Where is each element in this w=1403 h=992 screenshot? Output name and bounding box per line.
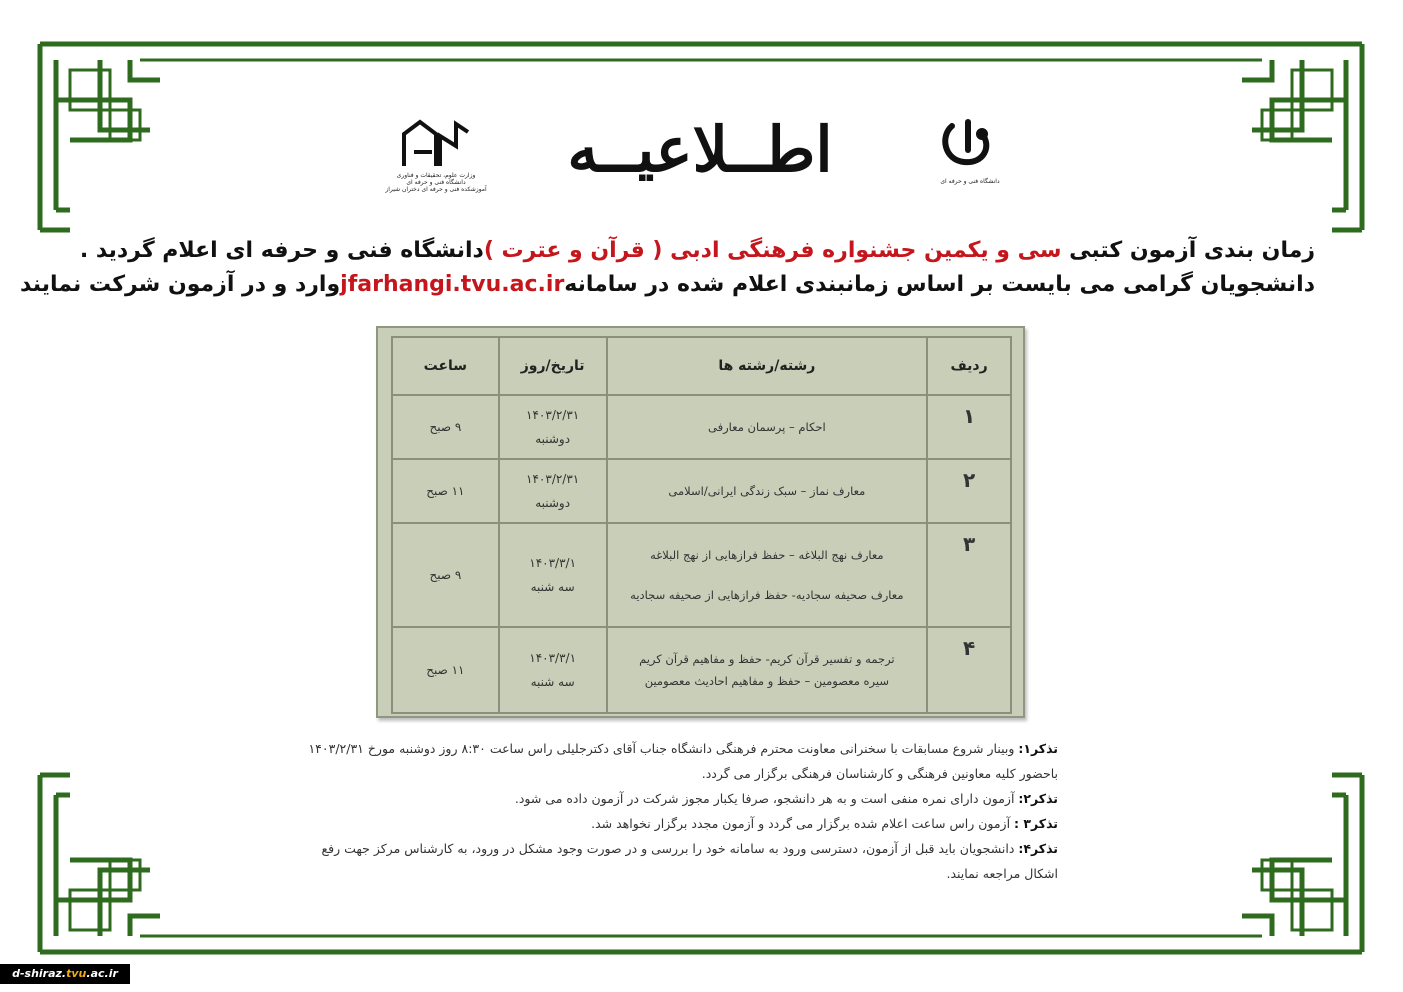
note-label: تذکر۱: — [1018, 741, 1058, 756]
logo-caption-line: وزارت علوم، تحقیقات و فناوری — [396, 172, 476, 179]
table-header-row — [392, 337, 1011, 395]
subject-line: احکام – پرسمان معارفی — [708, 420, 826, 434]
row-time: ۹ صبح — [392, 523, 499, 627]
header-date: تاریخ/روز — [499, 337, 607, 395]
row-subject — [607, 459, 928, 523]
note-item — [300, 736, 1058, 786]
table-row — [392, 523, 1011, 627]
system-link[interactable]: jfarhangi.tvu.ac.ir — [340, 272, 565, 297]
notes-section — [300, 736, 1058, 886]
row-date — [499, 627, 607, 713]
subject-line: سیره معصومین – حفظ و مفاهیم احادیث معصومین — [644, 674, 890, 688]
row-number: ۲ — [927, 459, 1011, 523]
row-date — [499, 459, 607, 523]
day-value: دوشنبه — [535, 496, 571, 510]
schedule-table-panel — [376, 326, 1025, 718]
headline-text: وارد و در آزمون شرکت نمایند — [20, 272, 341, 297]
page-title: اطــلاعیــه — [567, 113, 833, 186]
row-date — [499, 395, 607, 459]
date-value: ۱۴۰۳/۲/۳۱ — [526, 408, 580, 422]
note-item — [300, 811, 1058, 836]
note-label: تذکر۲: — [1018, 791, 1058, 806]
headline-text: زمان بندی آزمون کتبی — [1061, 238, 1315, 263]
headline-line-2 — [20, 271, 1315, 299]
row-time: ۱۱ صبح — [392, 459, 499, 523]
date-value: ۱۴۰۳/۳/۱ — [529, 556, 577, 570]
note-text: آزمون دارای نمره منفی است و به هر دانشجو، صرفا یکبار مجوز شرکت در آزمون داده می شود. — [514, 791, 1019, 806]
note-item — [300, 836, 1058, 886]
note-label: تذکر۳ : — [1014, 816, 1058, 831]
festival-name: سی و یکمین جشنواره فرهنگی ادبی ( قرآن و عترت ) — [483, 238, 1062, 263]
logo-caption-line: دانشگاه فنی و حرفه ای — [406, 179, 466, 186]
note-text: وبینار شروع مسابقات با سخنرانی معاونت محترم فرهنگی دانشگاه جناب آقای دکترجلیلی راس ساعت ۸:۳۰ روز دوشنبه مورخ ۱۴۰۳/۲/۳۱ باحضور کلیه معاونین فرهنگی و کارشناسان فرهنگی برگزار می گردد. — [308, 741, 1058, 781]
subject-line: ترجمه و تفسیر قرآن کریم- حفظ و مفاهیم قرآن کریم — [639, 652, 895, 666]
row-number: ۱ — [927, 395, 1011, 459]
table-row — [392, 627, 1011, 713]
university-logo — [930, 116, 1010, 196]
table-row — [392, 395, 1011, 459]
watermark-text: d-shiraz. — [12, 967, 67, 980]
row-subject — [607, 627, 928, 713]
row-time: ۹ صبح — [392, 395, 499, 459]
row-number: ۳ — [927, 523, 1011, 627]
date-value: ۱۴۰۳/۲/۳۱ — [526, 472, 580, 486]
headline-text: دانشجویان گرامی می بایست بر اساس زمانبندی اعلام شده در سامانه — [564, 272, 1315, 297]
row-subject — [607, 523, 928, 627]
subject-line: معارف نماز – سبک زندگی ایرانی/اسلامی — [668, 484, 866, 498]
day-value: دوشنبه — [535, 432, 571, 446]
row-number: ۴ — [927, 627, 1011, 713]
table-row — [392, 459, 1011, 523]
day-value: سه شنبه — [530, 580, 575, 594]
row-time: ۱۱ صبح — [392, 627, 499, 713]
note-label: تذکر۴: — [1018, 841, 1058, 856]
row-subject — [607, 395, 928, 459]
header-subject: رشته/رشته ها — [607, 337, 928, 395]
headline-line-1 — [79, 237, 1315, 265]
note-text: آزمون راس ساعت اعلام شده برگزار می گردد و آزمون مجدد برگزار نخواهد شد. — [591, 816, 1015, 831]
header-time: ساعت — [392, 337, 499, 395]
logo-caption-line: آموزشکده فنی و حرفه ای دختران شیراز — [385, 186, 487, 193]
date-value: ۱۴۰۳/۳/۱ — [529, 651, 577, 665]
logo-caption-line: دانشگاه فنی و حرفه ای — [940, 178, 1000, 185]
watermark-accent: tvu — [66, 967, 87, 980]
header-row-number: ردیف — [927, 337, 1011, 395]
watermark-text: .ac.ir — [86, 967, 118, 980]
subject-line: معارف نهج البلاغه – حفظ فرازهایی از نهج البلاغه — [650, 548, 884, 562]
note-item — [300, 786, 1058, 811]
headline-text: دانشگاه فنی و حرفه ای اعلام گردید . — [79, 238, 484, 263]
schedule-table — [391, 336, 1012, 714]
subject-line: معارف صحیفه سجادیه- حفظ فرازهایی از صحیفه سجادیه — [630, 588, 904, 602]
institute-logo — [384, 116, 488, 196]
site-watermark — [0, 964, 130, 984]
day-value: سه شنبه — [530, 675, 575, 689]
row-date — [499, 523, 607, 627]
note-text: دانشجویان باید قبل از آزمون، دسترسی ورود به سامانه خود را بررسی و در صورت وجود مشکل در ورود، به کارشناس مرکز جهت رفع اشکال مراجعه نمایند. — [321, 841, 1058, 881]
